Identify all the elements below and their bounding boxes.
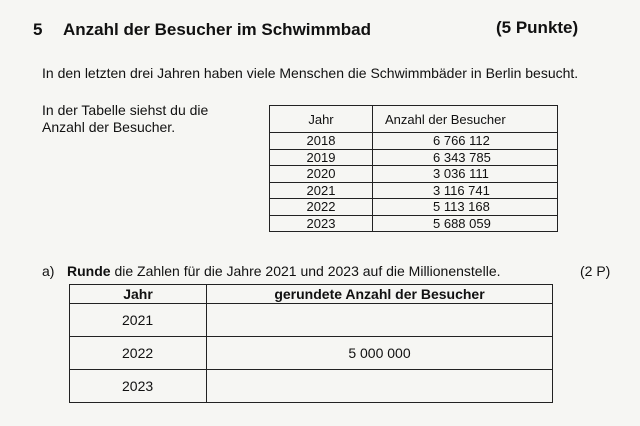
answer-table-header [70,285,553,304]
year-cell: 2020 [270,166,373,183]
subtask-text: die Zahlen für die Jahre 2021 und 2023 auf die Millionenstelle. [110,263,501,279]
visitors-cell: 5 688 059 [373,215,558,232]
year-cell: 2023 [270,215,373,232]
task-number: 5 [33,20,43,39]
answer-header-year: Jahr [70,285,207,304]
visitors-cell: 6 766 112 [373,133,558,150]
table-row [270,215,558,232]
table-row [270,182,558,199]
subtask-points: (2 P) [580,263,611,279]
table-row [270,149,558,166]
task-title: Anzahl der Besucher im Schwimmbad [63,20,371,39]
table-row [70,337,553,370]
visitors-cell: 5 113 168 [373,199,558,216]
subtask-label: a) [42,263,55,279]
intro-text: In den letzten drei Jahren haben viele Menschen die Schwimmbäder in Berlin besucht. [42,65,579,81]
visitors-cell: 6 343 785 [373,149,558,166]
visitor-table-header [270,106,558,133]
table-row [70,370,553,403]
answer-value-cell[interactable] [207,370,553,403]
answer-year-cell: 2021 [70,304,207,337]
table-caption-line-2: Anzahl der Besucher. [42,119,176,135]
answer-year-cell: 2023 [70,370,207,403]
answer-year-cell: 2022 [70,337,207,370]
answer-table [69,284,553,403]
answer-value-cell: 5 000 000 [207,337,553,370]
header-visitors: Anzahl der Besucher [373,106,558,133]
year-cell: 2018 [270,133,373,150]
table-row [270,199,558,216]
table-row [270,166,558,183]
year-cell: 2021 [270,182,373,199]
subtask-bold-word: Runde [67,263,111,279]
year-cell: 2022 [270,199,373,216]
answer-header-rounded: gerundete Anzahl der Besucher [207,285,553,304]
table-row [270,133,558,150]
visitors-cell: 3 036 111 [373,166,558,183]
task-points: (5 Punkte) [496,18,579,37]
year-cell: 2019 [270,149,373,166]
table-caption-line-1: In der Tabelle siehst du die [42,102,209,118]
visitor-table [269,105,558,232]
visitors-cell: 3 116 741 [373,182,558,199]
answer-value-cell[interactable] [207,304,553,337]
table-caption [42,102,208,136]
header-year: Jahr [270,106,373,133]
table-row [70,304,553,337]
subtask-instruction [67,263,501,279]
